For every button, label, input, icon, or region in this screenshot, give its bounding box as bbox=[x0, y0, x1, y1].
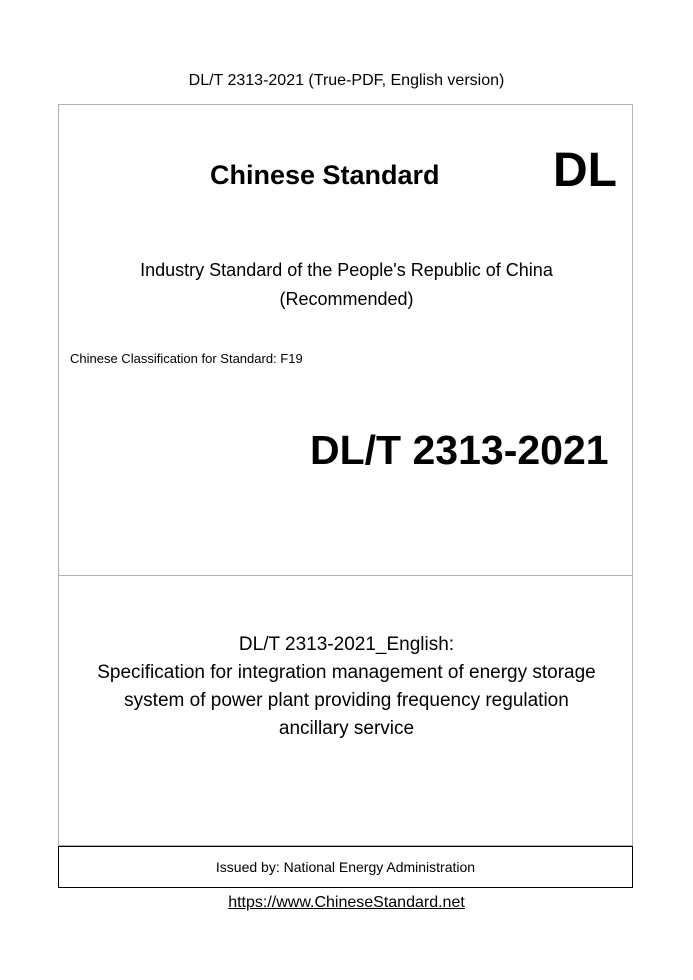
standard-number: DL/T 2313-2021 bbox=[310, 427, 609, 473]
issuer-label: Issued by: National Energy Administration bbox=[215, 859, 476, 875]
brand-title: Chinese Standard bbox=[210, 160, 440, 190]
document-title-line: system of power plant providing frequency regulation bbox=[124, 690, 569, 711]
standard-code-logo: DL bbox=[553, 144, 617, 197]
issuer-box bbox=[58, 846, 633, 888]
recommended-label: (Recommended) bbox=[279, 289, 414, 309]
website-link[interactable]: https://www.ChineseStandard.net bbox=[228, 894, 465, 911]
document-title bbox=[0, 631, 693, 743]
document-title-line: ancillary service bbox=[278, 718, 415, 739]
industry-standard-line: Industry Standard of the People's Republic of China bbox=[140, 260, 553, 280]
document-title-line: DL/T 2313-2021_English: bbox=[238, 634, 455, 655]
classification-label: Chinese Classification for Standard: F19 bbox=[70, 351, 303, 366]
document-title-line: Specification for integration management of energy storage bbox=[97, 662, 596, 683]
page-header-title: DL/T 2313-2021 (True-PDF, English version) bbox=[188, 72, 505, 89]
